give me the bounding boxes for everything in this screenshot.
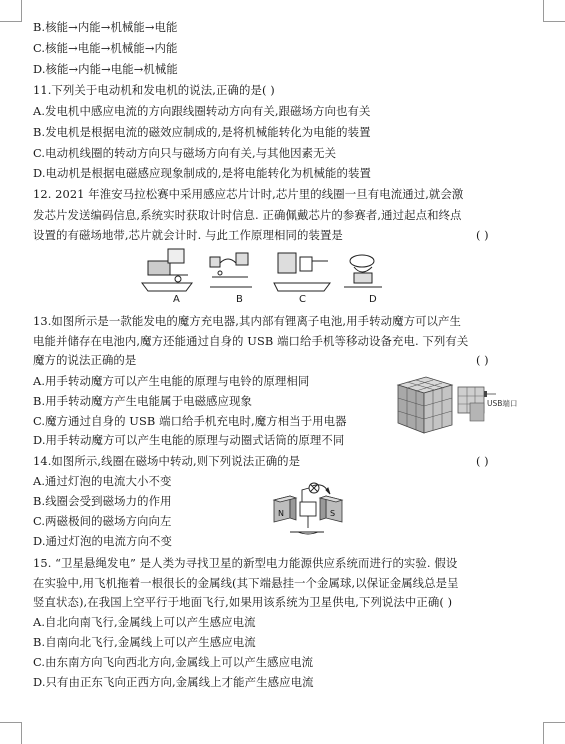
q13-answer-paren: ( ) bbox=[476, 353, 489, 367]
crop-mark-bottom-left-h bbox=[0, 722, 22, 723]
q11-stem: 11.下列关于电动机和发电机的说法,正确的是( ) bbox=[33, 83, 275, 97]
q12-label-a: A bbox=[173, 294, 180, 305]
q13-option-c: C.魔方通过自身的 USB 端口给手机充电时,魔方相当于用电器 bbox=[33, 414, 347, 428]
q13-stem-line-3: 魔方的说法正确的是 bbox=[33, 353, 137, 367]
q14-stem: 14.如图所示,线圈在磁场中转动,则下列说法正确的是 bbox=[33, 454, 301, 468]
q10-option-d: D.核能→内能→电能→机械能 bbox=[33, 62, 178, 76]
crop-mark-bottom-right-v bbox=[543, 722, 544, 744]
q11-option-b: B.发电机是根据电流的磁效应制成的,是将机械能转化为电能的装置 bbox=[33, 125, 371, 139]
q15-option-b: B.自南向北飞行,金属线上可以产生感应电流 bbox=[33, 635, 256, 649]
lamp-icon bbox=[302, 483, 319, 502]
q14-option-a: A.通过灯泡的电流大小不变 bbox=[33, 474, 172, 488]
q12-label-d: D bbox=[369, 294, 377, 305]
q12-figure-d bbox=[344, 255, 382, 287]
q15-option-d: D.只有由正东飞向正西方向,金属线上才能产生感应电流 bbox=[33, 675, 314, 689]
q11-option-d: D.电动机是根据电磁感应现象制成的,是将电能转化为机械能的装置 bbox=[33, 166, 372, 180]
q12-stem-line-3: 设置的有磁场地带,芯片就会计时. 与此工作原理相同的装置是 bbox=[33, 228, 343, 242]
magnet-n-label: N bbox=[278, 509, 284, 518]
q13-stem-line-2: 电能并储存在电池内,魔方还能通过自身的 USB 端口给手机等移动设备充电. 下列有关 bbox=[33, 334, 469, 348]
q13-option-a: A.用手转动魔方可以产生电能的原理与电铃的原理相同 bbox=[33, 374, 310, 388]
q10-option-b: B.核能→内能→机械能→电能 bbox=[33, 20, 178, 34]
q12-answer-paren: ( ) bbox=[476, 228, 489, 242]
q15-option-a: A.自北向南飞行,金属线上可以产生感应电流 bbox=[33, 615, 256, 629]
q12-label-c: C bbox=[299, 294, 306, 305]
q15-stem-line-3: 竖直状态),在我国上空平行于地面飞行,如果用该系统为卫星供电,下列说法中正确( ) bbox=[33, 595, 453, 609]
q12-figure-a bbox=[142, 249, 192, 291]
q13-option-b: B.用手转动魔方产生电能属于电磁感应现象 bbox=[33, 394, 253, 408]
q15-stem-line-2: 在实验中,用飞机拖着一根很长的金属线(其下端悬挂一个金属球,以保证金属线总是呈 bbox=[33, 576, 459, 590]
q14-generator-figure bbox=[268, 478, 358, 540]
q10-option-c: C.核能→电能→机械能→内能 bbox=[33, 41, 178, 55]
q14-option-c: C.两磁极间的磁场方向向左 bbox=[33, 514, 172, 528]
crop-mark-top-right-h bbox=[543, 21, 565, 22]
cube-icon bbox=[398, 377, 452, 433]
q12-figure bbox=[140, 243, 390, 295]
q14-option-b: B.线圈会受到磁场力的作用 bbox=[33, 494, 172, 508]
q15-option-c: C.由东南方向飞向西北方向,金属线上可以产生感应电流 bbox=[33, 655, 314, 669]
q14-answer-paren: ( ) bbox=[476, 454, 489, 468]
q12-figure-c bbox=[274, 253, 330, 291]
usb-port-label: USB端口 bbox=[487, 399, 518, 408]
q12-label-b: B bbox=[236, 294, 243, 305]
crop-mark-top-left-v bbox=[21, 0, 22, 22]
q13-stem-line-1: 13.如图所示是一款能发电的魔方充电器,其内部有锂离子电池,用手转动魔方可以产生 bbox=[33, 314, 462, 328]
q13-cube-figure bbox=[392, 375, 537, 437]
crop-mark-top-left-h bbox=[0, 21, 22, 22]
q12-stem-line-2: 发芯片发送编码信息,系统实时获取计时信息. 正确佩戴芯片的参赛者,通过起点和终点 bbox=[33, 208, 462, 222]
q11-option-a: A.发电机中感应电流的方向跟线圈转动方向有关,跟磁场方向也有关 bbox=[33, 104, 371, 118]
q15-stem-line-1: 15. “卫星悬绳发电” 是人类为寻找卫星的新型电力能源供应系统而进行的实验. 假设 bbox=[33, 556, 458, 570]
q13-option-d: D.用手转动魔方可以产生电能的原理与动圈式话筒的原理不同 bbox=[33, 433, 345, 447]
q12-stem-line-1: 12. 2021 年淮安马拉松赛中采用感应芯片计时,芯片里的线圈一旦有电流通过,就会激 bbox=[33, 187, 464, 201]
magnet-s-label: S bbox=[330, 509, 336, 518]
crop-mark-bottom-right-h bbox=[543, 722, 565, 723]
q11-option-c: C.电动机线圈的转动方向只与磁场方向有关,与其他因素无关 bbox=[33, 146, 337, 160]
q12-figure-b bbox=[210, 253, 252, 287]
crop-mark-bottom-left-v bbox=[21, 722, 22, 744]
crop-mark-top-right-v bbox=[543, 0, 544, 22]
q14-option-d: D.通过灯泡的电流方向不变 bbox=[33, 534, 172, 548]
